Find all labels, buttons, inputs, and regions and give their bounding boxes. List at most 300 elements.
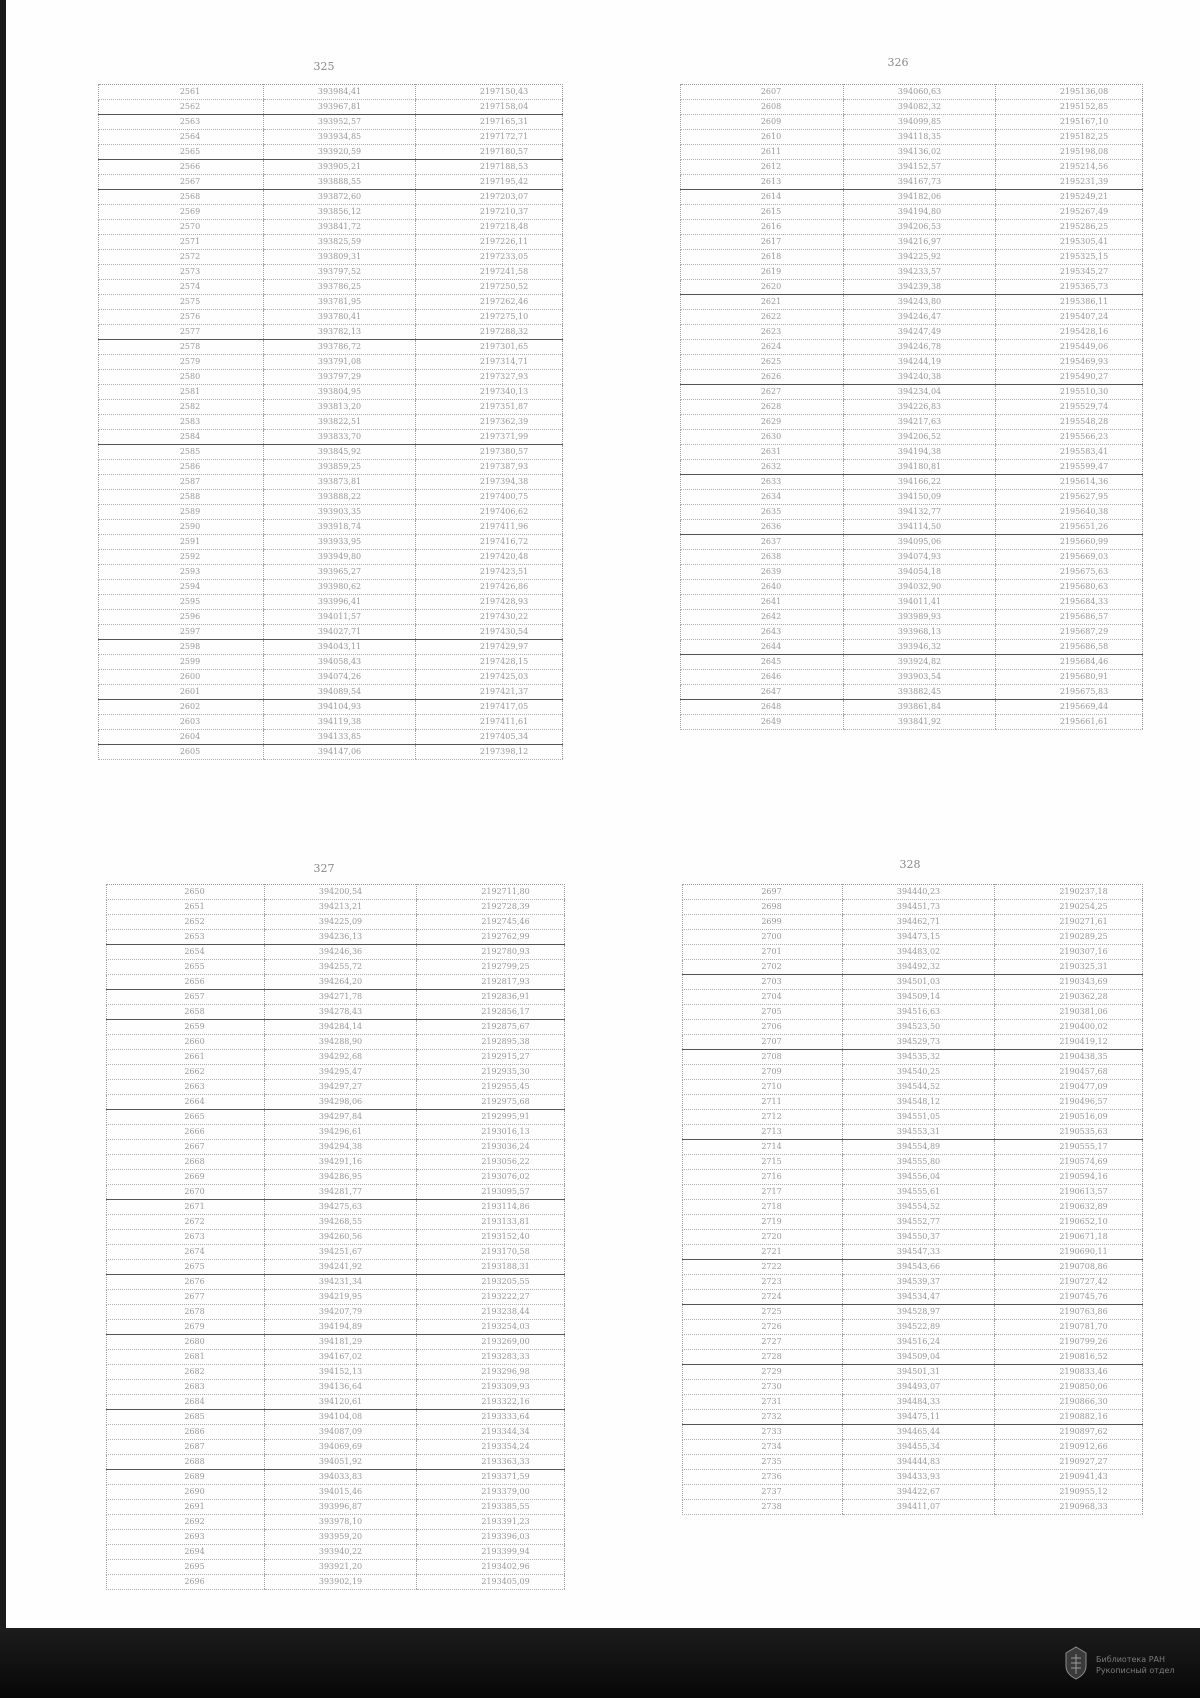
- table-row: [107, 1215, 565, 1230]
- x-coordinate-cell: 394150,09: [844, 490, 996, 505]
- table-row: [683, 1365, 1143, 1380]
- y-coordinate-cell: 2192955,45: [417, 1080, 565, 1095]
- table-row: [99, 220, 563, 235]
- table-row: [681, 295, 1143, 310]
- y-coordinate-cell: 2193269,00: [417, 1335, 565, 1350]
- point-number-cell: 2698: [683, 900, 843, 915]
- point-number-cell: 2672: [107, 1215, 265, 1230]
- table-row: [681, 445, 1143, 460]
- table-row: [681, 520, 1143, 535]
- y-coordinate-cell: 2190289,25: [995, 930, 1143, 945]
- table-row: [681, 625, 1143, 640]
- point-number-cell: 2585: [99, 445, 264, 460]
- point-number-cell: 2613: [681, 175, 844, 190]
- y-coordinate-cell: 2192745,46: [417, 915, 565, 930]
- point-number-cell: 2572: [99, 250, 264, 265]
- y-coordinate-cell: 2193205,55: [417, 1275, 565, 1290]
- x-coordinate-cell: 394288,90: [265, 1035, 417, 1050]
- table-row: [99, 490, 563, 505]
- point-number-cell: 2644: [681, 640, 844, 655]
- x-coordinate-cell: 394219,95: [265, 1290, 417, 1305]
- x-coordinate-cell: 393822,51: [264, 415, 416, 430]
- x-coordinate-cell: 394451,73: [843, 900, 995, 915]
- point-number-cell: 2708: [683, 1050, 843, 1065]
- point-number-cell: 2651: [107, 900, 265, 915]
- y-coordinate-cell: 2197172,71: [416, 130, 563, 145]
- point-number-cell: 2596: [99, 610, 264, 625]
- x-coordinate-cell: 394236,13: [265, 930, 417, 945]
- point-number-cell: 2598: [99, 640, 264, 655]
- x-coordinate-cell: 394051,92: [265, 1455, 417, 1470]
- point-number-cell: 2626: [681, 370, 844, 385]
- table-row: [681, 700, 1143, 715]
- x-coordinate-cell: 394167,73: [844, 175, 996, 190]
- point-number-cell: 2670: [107, 1185, 265, 1200]
- y-coordinate-cell: 2197400,75: [416, 490, 563, 505]
- x-coordinate-cell: 394534,47: [843, 1290, 995, 1305]
- y-coordinate-cell: 2197288,32: [416, 325, 563, 340]
- x-coordinate-cell: 394260,56: [265, 1230, 417, 1245]
- point-number-cell: 2671: [107, 1200, 265, 1215]
- table-row: [107, 1065, 565, 1080]
- x-coordinate-cell: 394200,54: [265, 885, 417, 900]
- x-coordinate-cell: 393959,20: [265, 1530, 417, 1545]
- table-row: [99, 445, 563, 460]
- y-coordinate-cell: 2197398,12: [416, 745, 563, 760]
- x-coordinate-cell: 394473,15: [843, 930, 995, 945]
- x-coordinate-cell: 393791,08: [264, 355, 416, 370]
- table-row: [99, 475, 563, 490]
- x-coordinate-cell: 393833,70: [264, 430, 416, 445]
- point-number-cell: 2664: [107, 1095, 265, 1110]
- table-row: [683, 945, 1143, 960]
- x-coordinate-cell: 394032,90: [844, 580, 996, 595]
- y-coordinate-cell: 2192836,91: [417, 990, 565, 1005]
- point-number-cell: 2641: [681, 595, 844, 610]
- point-number-cell: 2661: [107, 1050, 265, 1065]
- y-coordinate-cell: 2195231,39: [996, 175, 1143, 190]
- x-coordinate-cell: 394058,43: [264, 655, 416, 670]
- x-coordinate-cell: 394027,71: [264, 625, 416, 640]
- x-coordinate-cell: 394544,52: [843, 1080, 995, 1095]
- table-row: [683, 1215, 1143, 1230]
- y-coordinate-cell: 2190816,52: [995, 1350, 1143, 1365]
- table-row: [107, 1080, 565, 1095]
- point-number-cell: 2592: [99, 550, 264, 565]
- y-coordinate-cell: 2193385,55: [417, 1500, 565, 1515]
- x-coordinate-cell: 393861,84: [844, 700, 996, 715]
- y-coordinate-cell: 2195640,38: [996, 505, 1143, 520]
- point-number-cell: 2578: [99, 340, 264, 355]
- point-number-cell: 2605: [99, 745, 264, 760]
- table-row: [681, 235, 1143, 250]
- x-coordinate-cell: 393786,72: [264, 340, 416, 355]
- table-row: [681, 130, 1143, 145]
- point-number-cell: 2640: [681, 580, 844, 595]
- point-number-cell: 2702: [683, 960, 843, 975]
- table-row: [99, 310, 563, 325]
- point-number-cell: 2580: [99, 370, 264, 385]
- y-coordinate-cell: 2195428,16: [996, 325, 1143, 340]
- y-coordinate-cell: 2192728,39: [417, 900, 565, 915]
- y-coordinate-cell: 2197405,34: [416, 730, 563, 745]
- y-coordinate-cell: 2192935,30: [417, 1065, 565, 1080]
- point-number-cell: 2587: [99, 475, 264, 490]
- table-row: [681, 205, 1143, 220]
- x-coordinate-cell: 394509,04: [843, 1350, 995, 1365]
- x-coordinate-cell: 394231,34: [265, 1275, 417, 1290]
- table-row: [107, 1320, 565, 1335]
- y-coordinate-cell: 2193283,33: [417, 1350, 565, 1365]
- table-row: [681, 610, 1143, 625]
- x-coordinate-cell: 393882,45: [844, 685, 996, 700]
- y-coordinate-cell: 2190496,57: [995, 1095, 1143, 1110]
- point-number-cell: 2571: [99, 235, 264, 250]
- point-number-cell: 2655: [107, 960, 265, 975]
- point-number-cell: 2722: [683, 1260, 843, 1275]
- table-row: [681, 160, 1143, 175]
- y-coordinate-cell: 2197158,04: [416, 100, 563, 115]
- point-number-cell: 2717: [683, 1185, 843, 1200]
- point-number-cell: 2630: [681, 430, 844, 445]
- table-row: [99, 535, 563, 550]
- point-number-cell: 2600: [99, 670, 264, 685]
- y-coordinate-cell: 2197430,54: [416, 625, 563, 640]
- x-coordinate-cell: 394556,04: [843, 1170, 995, 1185]
- y-coordinate-cell: 2197340,13: [416, 385, 563, 400]
- x-coordinate-cell: 394298,06: [265, 1095, 417, 1110]
- table-body: [683, 885, 1143, 1515]
- x-coordinate-cell: 394120,61: [265, 1395, 417, 1410]
- point-number-cell: 2683: [107, 1380, 265, 1395]
- x-coordinate-cell: 394444,83: [843, 1455, 995, 1470]
- table-row: [107, 1260, 565, 1275]
- table-row: [99, 520, 563, 535]
- y-coordinate-cell: 2192711,80: [417, 885, 565, 900]
- table-row: [107, 1455, 565, 1470]
- table-row: [99, 115, 563, 130]
- point-number-cell: 2574: [99, 280, 264, 295]
- y-coordinate-cell: 2195305,41: [996, 235, 1143, 250]
- y-coordinate-cell: 2190955,12: [995, 1485, 1143, 1500]
- point-number-cell: 2566: [99, 160, 264, 175]
- y-coordinate-cell: 2190254,25: [995, 900, 1143, 915]
- table-row: [107, 1545, 565, 1560]
- table-row: [683, 900, 1143, 915]
- point-number-cell: 2669: [107, 1170, 265, 1185]
- table-row: [683, 1200, 1143, 1215]
- x-coordinate-cell: 394095,06: [844, 535, 996, 550]
- y-coordinate-cell: 2190271,61: [995, 915, 1143, 930]
- x-coordinate-cell: 394297,84: [265, 1110, 417, 1125]
- table-row: [107, 1485, 565, 1500]
- y-coordinate-cell: 2197394,38: [416, 475, 563, 490]
- x-coordinate-cell: 394074,26: [264, 670, 416, 685]
- point-number-cell: 2684: [107, 1395, 265, 1410]
- point-number-cell: 2624: [681, 340, 844, 355]
- coordinate-table-327: [106, 884, 565, 1590]
- x-coordinate-cell: 394043,11: [264, 640, 416, 655]
- table-row: [107, 1050, 565, 1065]
- table-row: [683, 960, 1143, 975]
- table-row: [99, 655, 563, 670]
- table-row: [681, 250, 1143, 265]
- point-number-cell: 2677: [107, 1290, 265, 1305]
- table-row: [99, 700, 563, 715]
- point-number-cell: 2647: [681, 685, 844, 700]
- x-coordinate-cell: 393978,10: [265, 1515, 417, 1530]
- point-number-cell: 2685: [107, 1410, 265, 1425]
- x-coordinate-cell: 394264,20: [265, 975, 417, 990]
- table-row: [99, 580, 563, 595]
- table-row: [99, 190, 563, 205]
- y-coordinate-cell: 2190927,27: [995, 1455, 1143, 1470]
- table-row: [681, 715, 1143, 730]
- table-row: [683, 1485, 1143, 1500]
- y-coordinate-cell: 2192915,27: [417, 1050, 565, 1065]
- y-coordinate-cell: 2195684,33: [996, 595, 1143, 610]
- table-row: [99, 130, 563, 145]
- y-coordinate-cell: 2197165,31: [416, 115, 563, 130]
- y-coordinate-cell: 2190477,09: [995, 1080, 1143, 1095]
- y-coordinate-cell: 2195614,36: [996, 475, 1143, 490]
- y-coordinate-cell: 2197275,10: [416, 310, 563, 325]
- x-coordinate-cell: 394522,89: [843, 1320, 995, 1335]
- x-coordinate-cell: 394226,83: [844, 400, 996, 415]
- x-coordinate-cell: 394240,38: [844, 370, 996, 385]
- y-coordinate-cell: 2192799,25: [417, 960, 565, 975]
- x-coordinate-cell: 394104,93: [264, 700, 416, 715]
- point-number-cell: 2582: [99, 400, 264, 415]
- point-number-cell: 2735: [683, 1455, 843, 1470]
- table-row: [681, 310, 1143, 325]
- y-coordinate-cell: 2195669,44: [996, 700, 1143, 715]
- point-number-cell: 2667: [107, 1140, 265, 1155]
- x-coordinate-cell: 394213,21: [265, 900, 417, 915]
- point-number-cell: 2618: [681, 250, 844, 265]
- y-coordinate-cell: 2197233,05: [416, 250, 563, 265]
- x-coordinate-cell: 394251,67: [265, 1245, 417, 1260]
- table-row: [107, 990, 565, 1005]
- point-number-cell: 2733: [683, 1425, 843, 1440]
- x-coordinate-cell: 394015,46: [265, 1485, 417, 1500]
- y-coordinate-cell: 2195566,23: [996, 430, 1143, 445]
- table-row: [99, 295, 563, 310]
- x-coordinate-cell: 394182,06: [844, 190, 996, 205]
- table-row: [683, 1005, 1143, 1020]
- point-number-cell: 2737: [683, 1485, 843, 1500]
- table-row: [681, 490, 1143, 505]
- x-coordinate-cell: 394206,52: [844, 430, 996, 445]
- y-coordinate-cell: 2192856,17: [417, 1005, 565, 1020]
- x-coordinate-cell: 394239,38: [844, 280, 996, 295]
- x-coordinate-cell: 393920,59: [264, 145, 416, 160]
- point-number-cell: 2694: [107, 1545, 265, 1560]
- table-row: [683, 1065, 1143, 1080]
- table-row: [107, 915, 565, 930]
- table-row: [681, 385, 1143, 400]
- point-number-cell: 2699: [683, 915, 843, 930]
- y-coordinate-cell: 2190763,86: [995, 1305, 1143, 1320]
- point-number-cell: 2563: [99, 115, 264, 130]
- y-coordinate-cell: 2195675,63: [996, 565, 1143, 580]
- x-coordinate-cell: 394243,80: [844, 295, 996, 310]
- y-coordinate-cell: 2193344,34: [417, 1425, 565, 1440]
- y-coordinate-cell: 2195469,93: [996, 355, 1143, 370]
- y-coordinate-cell: 2197351,87: [416, 400, 563, 415]
- point-number-cell: 2714: [683, 1140, 843, 1155]
- point-number-cell: 2695: [107, 1560, 265, 1575]
- point-number-cell: 2632: [681, 460, 844, 475]
- x-coordinate-cell: 394074,93: [844, 550, 996, 565]
- scan-left-edge: [0, 0, 6, 1628]
- y-coordinate-cell: 2190882,16: [995, 1410, 1143, 1425]
- x-coordinate-cell: 394291,16: [265, 1155, 417, 1170]
- x-coordinate-cell: 393968,13: [844, 625, 996, 640]
- x-coordinate-cell: 394217,63: [844, 415, 996, 430]
- table-row: [99, 625, 563, 640]
- point-number-cell: 2680: [107, 1335, 265, 1350]
- y-coordinate-cell: 2190307,16: [995, 945, 1143, 960]
- point-number-cell: 2678: [107, 1305, 265, 1320]
- point-number-cell: 2599: [99, 655, 264, 670]
- y-coordinate-cell: 2190652,10: [995, 1215, 1143, 1230]
- y-coordinate-cell: 2195198,08: [996, 145, 1143, 160]
- point-number-cell: 2675: [107, 1260, 265, 1275]
- table-row: [681, 400, 1143, 415]
- table-row: [681, 115, 1143, 130]
- table-row: [681, 280, 1143, 295]
- x-coordinate-cell: 394553,31: [843, 1125, 995, 1140]
- x-coordinate-cell: 394501,31: [843, 1365, 995, 1380]
- table-row: [99, 250, 563, 265]
- library-logo-text: [1096, 1654, 1194, 1676]
- point-number-cell: 2601: [99, 685, 264, 700]
- y-coordinate-cell: 2197371,99: [416, 430, 563, 445]
- x-coordinate-cell: 394455,34: [843, 1440, 995, 1455]
- page-number-327: 327: [313, 862, 335, 875]
- y-coordinate-cell: 2190727,42: [995, 1275, 1143, 1290]
- x-coordinate-cell: 394292,68: [265, 1050, 417, 1065]
- table-row: [681, 85, 1143, 100]
- point-number-cell: 2623: [681, 325, 844, 340]
- point-number-cell: 2736: [683, 1470, 843, 1485]
- table-row: [107, 960, 565, 975]
- y-coordinate-cell: 2193036,24: [417, 1140, 565, 1155]
- y-coordinate-cell: 2195651,26: [996, 520, 1143, 535]
- x-coordinate-cell: 393781,95: [264, 295, 416, 310]
- point-number-cell: 2724: [683, 1290, 843, 1305]
- table-row: [99, 565, 563, 580]
- y-coordinate-cell: 2195407,24: [996, 310, 1143, 325]
- table-row: [99, 610, 563, 625]
- point-number-cell: 2710: [683, 1080, 843, 1095]
- x-coordinate-cell: 394241,92: [265, 1260, 417, 1275]
- x-coordinate-cell: 393797,29: [264, 370, 416, 385]
- x-coordinate-cell: 394552,77: [843, 1215, 995, 1230]
- table-row: [107, 1350, 565, 1365]
- x-coordinate-cell: 394194,38: [844, 445, 996, 460]
- point-number-cell: 2581: [99, 385, 264, 400]
- point-number-cell: 2725: [683, 1305, 843, 1320]
- y-coordinate-cell: 2195684,46: [996, 655, 1143, 670]
- y-coordinate-cell: 2195136,08: [996, 85, 1143, 100]
- y-coordinate-cell: 2197411,61: [416, 715, 563, 730]
- y-coordinate-cell: 2193399,94: [417, 1545, 565, 1560]
- x-coordinate-cell: 394493,07: [843, 1380, 995, 1395]
- point-number-cell: 2576: [99, 310, 264, 325]
- page-number-328: 328: [899, 858, 921, 871]
- point-number-cell: 2697: [683, 885, 843, 900]
- point-number-cell: 2727: [683, 1335, 843, 1350]
- x-coordinate-cell: 393841,72: [264, 220, 416, 235]
- x-coordinate-cell: 394462,71: [843, 915, 995, 930]
- point-number-cell: 2639: [681, 565, 844, 580]
- y-coordinate-cell: 2195583,41: [996, 445, 1143, 460]
- table-row: [683, 1380, 1143, 1395]
- y-coordinate-cell: 2197241,58: [416, 265, 563, 280]
- y-coordinate-cell: 2193405,09: [417, 1575, 565, 1590]
- y-coordinate-cell: 2190574,69: [995, 1155, 1143, 1170]
- point-number-cell: 2604: [99, 730, 264, 745]
- table-body: [107, 885, 565, 1590]
- y-coordinate-cell: 2193222,27: [417, 1290, 565, 1305]
- x-coordinate-cell: 393934,85: [264, 130, 416, 145]
- y-coordinate-cell: 2195152,85: [996, 100, 1143, 115]
- point-number-cell: 2653: [107, 930, 265, 945]
- x-coordinate-cell: 394284,14: [265, 1020, 417, 1035]
- x-coordinate-cell: 394440,23: [843, 885, 995, 900]
- x-coordinate-cell: 393859,25: [264, 460, 416, 475]
- table-row: [107, 1170, 565, 1185]
- y-coordinate-cell: 2192975,68: [417, 1095, 565, 1110]
- x-coordinate-cell: 393888,55: [264, 175, 416, 190]
- x-coordinate-cell: 394246,47: [844, 310, 996, 325]
- y-coordinate-cell: 2197226,11: [416, 235, 563, 250]
- table-row: [681, 430, 1143, 445]
- table-row: [107, 1140, 565, 1155]
- x-coordinate-cell: 393888,22: [264, 490, 416, 505]
- table-row: [683, 1470, 1143, 1485]
- x-coordinate-cell: 394255,72: [265, 960, 417, 975]
- point-number-cell: 2648: [681, 700, 844, 715]
- x-coordinate-cell: 394233,57: [844, 265, 996, 280]
- x-coordinate-cell: 394555,80: [843, 1155, 995, 1170]
- table-row: [681, 670, 1143, 685]
- y-coordinate-cell: 2195365,73: [996, 280, 1143, 295]
- table-row: [681, 685, 1143, 700]
- y-coordinate-cell: 2195660,99: [996, 535, 1143, 550]
- point-number-cell: 2589: [99, 505, 264, 520]
- table-row: [683, 1305, 1143, 1320]
- table-row: [107, 885, 565, 900]
- x-coordinate-cell: 394089,54: [264, 685, 416, 700]
- y-coordinate-cell: 2197362,39: [416, 415, 563, 430]
- point-number-cell: 2719: [683, 1215, 843, 1230]
- point-number-cell: 2620: [681, 280, 844, 295]
- y-coordinate-cell: 2195599,47: [996, 460, 1143, 475]
- table-row: [107, 900, 565, 915]
- table-row: [99, 550, 563, 565]
- point-number-cell: 2570: [99, 220, 264, 235]
- table-row: [107, 1290, 565, 1305]
- x-coordinate-cell: 393903,35: [264, 505, 416, 520]
- table-row: [99, 595, 563, 610]
- point-number-cell: 2658: [107, 1005, 265, 1020]
- y-coordinate-cell: 2192762,99: [417, 930, 565, 945]
- y-coordinate-cell: 2195680,91: [996, 670, 1143, 685]
- y-coordinate-cell: 2190555,17: [995, 1140, 1143, 1155]
